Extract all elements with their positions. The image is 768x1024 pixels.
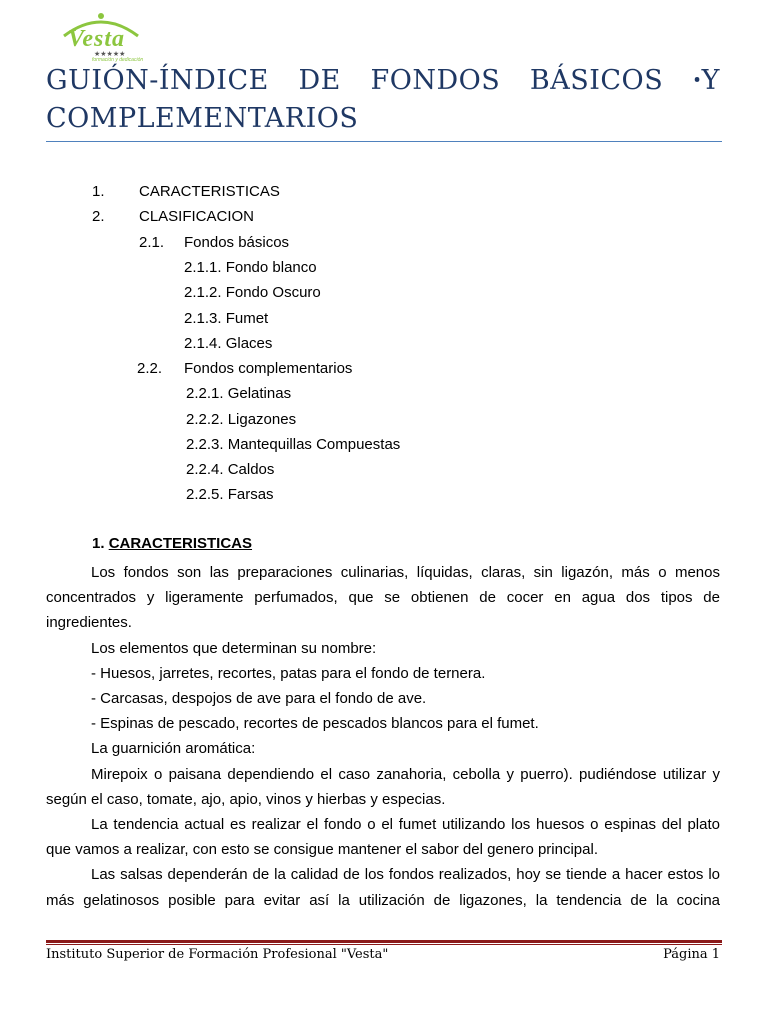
vesta-logo bbox=[56, 10, 146, 63]
paragraph: - Carcasas, despojos de ave para el fondo de ave. bbox=[91, 690, 427, 708]
title-underline bbox=[46, 141, 722, 142]
section-body bbox=[46, 560, 720, 913]
paragraph: Los elementos que determinan su nombre: bbox=[91, 639, 377, 657]
paragraph: Las salsas dependerán de la calidad de los fondos realizados, hoy se tiende a hacer estos lo más gelatinosos posible para evitar así la utilización de ligazones, la tendencia de la cocina bbox=[46, 866, 720, 909]
paragraph: Mirepoix o paisana dependiendo el caso zanahoria, cebolla y puerro). pudiéndose utilizar y según el caso, tomate, ajo, apio, vinos y hierbas y especias. bbox=[46, 765, 720, 808]
paragraph: La guarnición aromática: bbox=[91, 740, 256, 758]
page-number: Página 1 bbox=[663, 947, 720, 962]
section-heading: 1. CARACTERISTICAS bbox=[92, 535, 253, 552]
footer-institution: Instituto Superior de Formación Profesional "Vesta" bbox=[46, 947, 389, 962]
paragraph: Los fondos son las preparaciones culinarias, líquidas, claras, sin ligazón, más o menos concentrados y ligeramente perfumados, que se obtienen de cocer en agua dos tipos de ingredientes. bbox=[46, 564, 720, 632]
footer-rule bbox=[46, 944, 722, 945]
logo-text: Vesta bbox=[68, 26, 126, 52]
footer-rule bbox=[46, 940, 722, 943]
logo-tagline: formación y dedicación bbox=[92, 57, 144, 63]
paragraph: - Huesos, jarretes, recortes, patas para el fondo de ternera. bbox=[91, 664, 486, 682]
logo-stars: ★★★★★ bbox=[94, 51, 126, 58]
paragraph: - Espinas de pescado, recortes de pescados blancos para el fumet. bbox=[91, 715, 539, 733]
paragraph: La tendencia actual es realizar el fondo o el fumet utilizando los huesos o espinas del plato que vamos a realizar, con esto se consigue mantener el sabor del genero principal. bbox=[46, 816, 720, 859]
document-title: GUIÓN-ÍNDICE DE FONDOS BÁSICOS ꞏY COMPLEMENTARIOS bbox=[46, 65, 720, 134]
